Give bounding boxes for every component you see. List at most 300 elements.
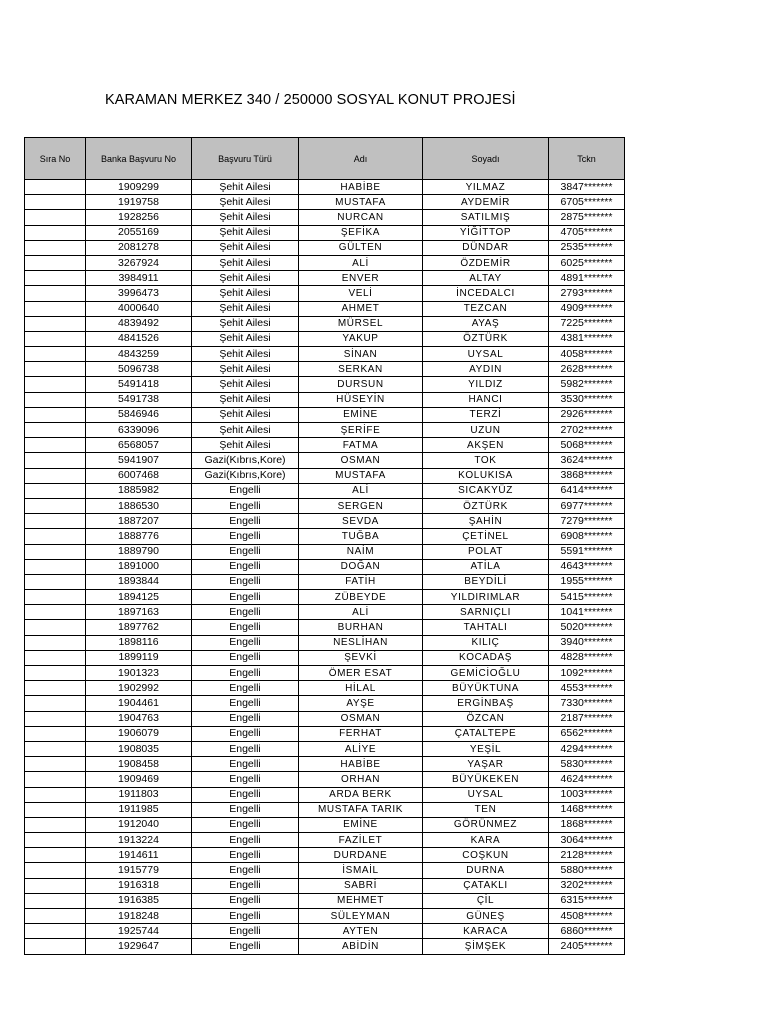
cell-basvuru-turu: Engelli — [192, 924, 299, 939]
table-row — [25, 772, 625, 787]
cell-banka-basvuru-no: 1912040 — [86, 817, 192, 832]
cell-tckn: 2405******* — [549, 939, 625, 954]
cell-banka-basvuru-no: 1897762 — [86, 620, 192, 635]
table-row — [25, 863, 625, 878]
cell-basvuru-turu: Engelli — [192, 483, 299, 498]
cell-sira-no — [25, 620, 86, 635]
cell-tckn: 6705******* — [549, 195, 625, 210]
cell-sira-no — [25, 453, 86, 468]
cell-soyadi: SARNIÇLI — [423, 605, 549, 620]
cell-basvuru-turu: Şehit Ailesi — [192, 423, 299, 438]
cell-adi: ALİ — [299, 255, 423, 270]
cell-sira-no — [25, 893, 86, 908]
cell-basvuru-turu: Şehit Ailesi — [192, 286, 299, 301]
page-title: KARAMAN MERKEZ 340 / 250000 SOSYAL KONUT PROJESİ — [105, 92, 516, 108]
cell-sira-no — [25, 407, 86, 422]
cell-sira-no — [25, 468, 86, 483]
cell-tckn: 2535******* — [549, 240, 625, 255]
cell-tckn: 1468******* — [549, 802, 625, 817]
cell-basvuru-turu: Engelli — [192, 863, 299, 878]
table-row — [25, 498, 625, 513]
cell-soyadi: SATILMIŞ — [423, 210, 549, 225]
cell-basvuru-turu: Engelli — [192, 711, 299, 726]
table-row — [25, 407, 625, 422]
cell-soyadi: GEMİCİOĞLU — [423, 666, 549, 681]
cell-adi: ENVER — [299, 271, 423, 286]
cell-sira-no — [25, 559, 86, 574]
cell-basvuru-turu: Şehit Ailesi — [192, 316, 299, 331]
cell-banka-basvuru-no: 1911985 — [86, 802, 192, 817]
cell-tckn: 4909******* — [549, 301, 625, 316]
cell-basvuru-turu: Şehit Ailesi — [192, 271, 299, 286]
cell-sira-no — [25, 544, 86, 559]
cell-soyadi: TERZİ — [423, 407, 549, 422]
cell-soyadi: KOCADAŞ — [423, 650, 549, 665]
table-row — [25, 483, 625, 498]
table-row — [25, 210, 625, 225]
cell-banka-basvuru-no: 1919758 — [86, 195, 192, 210]
cell-sira-no — [25, 650, 86, 665]
cell-sira-no — [25, 833, 86, 848]
cell-sira-no — [25, 802, 86, 817]
table-row — [25, 939, 625, 954]
cell-basvuru-turu: Engelli — [192, 787, 299, 802]
cell-banka-basvuru-no: 1913224 — [86, 833, 192, 848]
cell-tckn: 4828******* — [549, 650, 625, 665]
cell-tckn: 5830******* — [549, 757, 625, 772]
cell-banka-basvuru-no: 1928256 — [86, 210, 192, 225]
cell-sira-no — [25, 377, 86, 392]
cell-sira-no — [25, 711, 86, 726]
cell-sira-no — [25, 590, 86, 605]
cell-tckn: 6315******* — [549, 893, 625, 908]
cell-adi: DOĞAN — [299, 559, 423, 574]
cell-tckn: 1868******* — [549, 817, 625, 832]
cell-sira-no — [25, 605, 86, 620]
cell-basvuru-turu: Engelli — [192, 696, 299, 711]
cell-banka-basvuru-no: 1902992 — [86, 681, 192, 696]
column-header-banka-basvuru-no: Banka Başvuru No — [86, 138, 192, 180]
cell-banka-basvuru-no: 1886530 — [86, 498, 192, 513]
cell-basvuru-turu: Engelli — [192, 741, 299, 756]
cell-sira-no — [25, 878, 86, 893]
cell-soyadi: ÖZDEMİR — [423, 255, 549, 270]
table-row — [25, 316, 625, 331]
cell-tckn: 2875******* — [549, 210, 625, 225]
cell-banka-basvuru-no: 4000640 — [86, 301, 192, 316]
table-row — [25, 848, 625, 863]
table-row — [25, 271, 625, 286]
cell-banka-basvuru-no: 1916318 — [86, 878, 192, 893]
cell-soyadi: HANCI — [423, 392, 549, 407]
cell-banka-basvuru-no: 1887207 — [86, 514, 192, 529]
cell-soyadi: KARA — [423, 833, 549, 848]
cell-soyadi: TOK — [423, 453, 549, 468]
cell-soyadi: KILIÇ — [423, 635, 549, 650]
cell-adi: MUSTAFA — [299, 468, 423, 483]
cell-adi: ALİ — [299, 605, 423, 620]
table-body — [25, 180, 625, 955]
cell-sira-no — [25, 529, 86, 544]
cell-banka-basvuru-no: 1904763 — [86, 711, 192, 726]
cell-sira-no — [25, 347, 86, 362]
cell-banka-basvuru-no: 1888776 — [86, 529, 192, 544]
cell-sira-no — [25, 498, 86, 513]
cell-basvuru-turu: Şehit Ailesi — [192, 377, 299, 392]
cell-basvuru-turu: Gazi(Kıbrıs,Kore) — [192, 468, 299, 483]
table-row — [25, 514, 625, 529]
applicant-table — [24, 137, 625, 955]
cell-tckn: 3868******* — [549, 468, 625, 483]
cell-adi: OSMAN — [299, 453, 423, 468]
cell-adi: EMİNE — [299, 817, 423, 832]
cell-sira-no — [25, 787, 86, 802]
cell-sira-no — [25, 271, 86, 286]
cell-basvuru-turu: Şehit Ailesi — [192, 195, 299, 210]
cell-adi: MEHMET — [299, 893, 423, 908]
cell-soyadi: ÖZCAN — [423, 711, 549, 726]
cell-sira-no — [25, 741, 86, 756]
cell-sira-no — [25, 180, 86, 195]
table-header-row — [25, 138, 625, 180]
table-row — [25, 924, 625, 939]
cell-tckn: 2926******* — [549, 407, 625, 422]
column-header-sira-no: Sıra No — [25, 138, 86, 180]
cell-banka-basvuru-no: 1911803 — [86, 787, 192, 802]
cell-tckn: 4294******* — [549, 741, 625, 756]
cell-adi: ORHAN — [299, 772, 423, 787]
table-row — [25, 650, 625, 665]
cell-banka-basvuru-no: 1904461 — [86, 696, 192, 711]
cell-soyadi: YILDIZ — [423, 377, 549, 392]
table-row — [25, 180, 625, 195]
cell-banka-basvuru-no: 1901323 — [86, 666, 192, 681]
cell-basvuru-turu: Engelli — [192, 802, 299, 817]
cell-banka-basvuru-no: 5491738 — [86, 392, 192, 407]
cell-soyadi: ÇETİNEL — [423, 529, 549, 544]
cell-banka-basvuru-no: 4839492 — [86, 316, 192, 331]
cell-sira-no — [25, 909, 86, 924]
cell-sira-no — [25, 863, 86, 878]
cell-tckn: 3064******* — [549, 833, 625, 848]
cell-banka-basvuru-no: 1908035 — [86, 741, 192, 756]
table-row — [25, 377, 625, 392]
cell-soyadi: YEŞİL — [423, 741, 549, 756]
cell-basvuru-turu: Şehit Ailesi — [192, 210, 299, 225]
cell-sira-no — [25, 574, 86, 589]
cell-banka-basvuru-no: 6339096 — [86, 423, 192, 438]
cell-adi: HİLAL — [299, 681, 423, 696]
cell-sira-no — [25, 848, 86, 863]
cell-basvuru-turu: Şehit Ailesi — [192, 301, 299, 316]
cell-soyadi: ÖZTÜRK — [423, 331, 549, 346]
cell-tckn: 7330******* — [549, 696, 625, 711]
cell-sira-no — [25, 195, 86, 210]
table-row — [25, 681, 625, 696]
cell-tckn: 5982******* — [549, 377, 625, 392]
cell-basvuru-turu: Engelli — [192, 590, 299, 605]
table-row — [25, 255, 625, 270]
cell-sira-no — [25, 696, 86, 711]
cell-tckn: 4058******* — [549, 347, 625, 362]
cell-adi: HABİBE — [299, 757, 423, 772]
cell-sira-no — [25, 331, 86, 346]
table-row — [25, 529, 625, 544]
cell-banka-basvuru-no: 3267924 — [86, 255, 192, 270]
cell-basvuru-turu: Engelli — [192, 939, 299, 954]
cell-banka-basvuru-no: 1909469 — [86, 772, 192, 787]
cell-adi: GÜLTEN — [299, 240, 423, 255]
cell-tckn: 5020******* — [549, 620, 625, 635]
cell-banka-basvuru-no: 1906079 — [86, 726, 192, 741]
cell-adi: DURSUN — [299, 377, 423, 392]
table-row — [25, 833, 625, 848]
cell-tckn: 3847******* — [549, 180, 625, 195]
cell-adi: MÜRSEL — [299, 316, 423, 331]
table-row — [25, 726, 625, 741]
cell-adi: NAİM — [299, 544, 423, 559]
table-row — [25, 331, 625, 346]
cell-adi: HÜSEYİN — [299, 392, 423, 407]
cell-adi: VELİ — [299, 286, 423, 301]
cell-sira-no — [25, 514, 86, 529]
cell-soyadi: COŞKUN — [423, 848, 549, 863]
cell-adi: ABİDİN — [299, 939, 423, 954]
cell-tckn: 4381******* — [549, 331, 625, 346]
cell-basvuru-turu: Engelli — [192, 650, 299, 665]
table-row — [25, 605, 625, 620]
cell-soyadi: SICAKYÜZ — [423, 483, 549, 498]
cell-basvuru-turu: Engelli — [192, 559, 299, 574]
cell-soyadi: TEZCAN — [423, 301, 549, 316]
cell-adi: FATİH — [299, 574, 423, 589]
cell-banka-basvuru-no: 1916385 — [86, 893, 192, 908]
cell-tckn: 6562******* — [549, 726, 625, 741]
cell-banka-basvuru-no: 1915779 — [86, 863, 192, 878]
cell-banka-basvuru-no: 1898116 — [86, 635, 192, 650]
cell-sira-no — [25, 286, 86, 301]
cell-tckn: 6025******* — [549, 255, 625, 270]
column-header-tckn: Tckn — [549, 138, 625, 180]
column-header-adi: Adı — [299, 138, 423, 180]
cell-soyadi: YAŞAR — [423, 757, 549, 772]
cell-soyadi: ŞİMŞEK — [423, 939, 549, 954]
cell-soyadi: UZUN — [423, 423, 549, 438]
table-row — [25, 544, 625, 559]
cell-sira-no — [25, 483, 86, 498]
cell-tckn: 4643******* — [549, 559, 625, 574]
table-row — [25, 225, 625, 240]
cell-banka-basvuru-no: 6568057 — [86, 438, 192, 453]
cell-sira-no — [25, 666, 86, 681]
cell-tckn: 4891******* — [549, 271, 625, 286]
cell-basvuru-turu: Şehit Ailesi — [192, 255, 299, 270]
table-row — [25, 362, 625, 377]
cell-basvuru-turu: Engelli — [192, 726, 299, 741]
cell-banka-basvuru-no: 6007468 — [86, 468, 192, 483]
cell-sira-no — [25, 362, 86, 377]
cell-tckn: 5880******* — [549, 863, 625, 878]
cell-tckn: 3940******* — [549, 635, 625, 650]
cell-banka-basvuru-no: 1908458 — [86, 757, 192, 772]
cell-sira-no — [25, 423, 86, 438]
table-row — [25, 878, 625, 893]
cell-soyadi: POLAT — [423, 544, 549, 559]
cell-basvuru-turu: Engelli — [192, 605, 299, 620]
cell-tckn: 2793******* — [549, 286, 625, 301]
cell-soyadi: DURNA — [423, 863, 549, 878]
cell-basvuru-turu: Şehit Ailesi — [192, 362, 299, 377]
cell-basvuru-turu: Engelli — [192, 666, 299, 681]
cell-basvuru-turu: Engelli — [192, 529, 299, 544]
cell-adi: DURDANE — [299, 848, 423, 863]
cell-tckn: 6977******* — [549, 498, 625, 513]
table-row — [25, 286, 625, 301]
cell-tckn: 3202******* — [549, 878, 625, 893]
cell-basvuru-turu: Şehit Ailesi — [192, 225, 299, 240]
cell-adi: SERGEN — [299, 498, 423, 513]
cell-soyadi: ÇATALTEPE — [423, 726, 549, 741]
cell-soyadi: BÜYÜKEKEN — [423, 772, 549, 787]
cell-banka-basvuru-no: 4841526 — [86, 331, 192, 346]
cell-banka-basvuru-no: 1891000 — [86, 559, 192, 574]
cell-adi: SİNAN — [299, 347, 423, 362]
cell-tckn: 1092******* — [549, 666, 625, 681]
cell-adi: YAKUP — [299, 331, 423, 346]
cell-soyadi: BÜYÜKTUNA — [423, 681, 549, 696]
cell-tckn: 7225******* — [549, 316, 625, 331]
cell-tckn: 4508******* — [549, 909, 625, 924]
cell-adi: ARDA BERK — [299, 787, 423, 802]
table-row — [25, 757, 625, 772]
cell-basvuru-turu: Engelli — [192, 498, 299, 513]
cell-sira-no — [25, 924, 86, 939]
cell-tckn: 2128******* — [549, 848, 625, 863]
cell-banka-basvuru-no: 5846946 — [86, 407, 192, 422]
cell-sira-no — [25, 635, 86, 650]
cell-banka-basvuru-no: 1897163 — [86, 605, 192, 620]
cell-tckn: 6414******* — [549, 483, 625, 498]
cell-basvuru-turu: Engelli — [192, 772, 299, 787]
cell-banka-basvuru-no: 2055169 — [86, 225, 192, 240]
table-row — [25, 817, 625, 832]
cell-adi: FERHAT — [299, 726, 423, 741]
cell-soyadi: ERGİNBAŞ — [423, 696, 549, 711]
cell-adi: EMİNE — [299, 407, 423, 422]
cell-soyadi: YILDIRIMLAR — [423, 590, 549, 605]
cell-adi: FATMA — [299, 438, 423, 453]
table-row — [25, 240, 625, 255]
cell-basvuru-turu: Engelli — [192, 878, 299, 893]
cell-sira-no — [25, 438, 86, 453]
table-row — [25, 741, 625, 756]
cell-soyadi: İNCEDALCI — [423, 286, 549, 301]
table-row — [25, 392, 625, 407]
table-row — [25, 559, 625, 574]
cell-adi: AYŞE — [299, 696, 423, 711]
cell-adi: ALİ — [299, 483, 423, 498]
cell-soyadi: TAHTALI — [423, 620, 549, 635]
cell-adi: OSMAN — [299, 711, 423, 726]
table-row — [25, 909, 625, 924]
cell-sira-no — [25, 817, 86, 832]
cell-adi: SEVDA — [299, 514, 423, 529]
cell-tckn: 4553******* — [549, 681, 625, 696]
cell-tckn: 5591******* — [549, 544, 625, 559]
cell-adi: SÜLEYMAN — [299, 909, 423, 924]
cell-banka-basvuru-no: 1914611 — [86, 848, 192, 863]
cell-soyadi: TEN — [423, 802, 549, 817]
cell-basvuru-turu: Engelli — [192, 681, 299, 696]
cell-soyadi: ÖZTÜRK — [423, 498, 549, 513]
cell-basvuru-turu: Şehit Ailesi — [192, 180, 299, 195]
column-header-soyadi: Soyadı — [423, 138, 549, 180]
cell-adi: NURCAN — [299, 210, 423, 225]
cell-sira-no — [25, 681, 86, 696]
cell-sira-no — [25, 316, 86, 331]
cell-tckn: 4624******* — [549, 772, 625, 787]
cell-soyadi: GÖRÜNMEZ — [423, 817, 549, 832]
cell-basvuru-turu: Engelli — [192, 909, 299, 924]
cell-banka-basvuru-no: 2081278 — [86, 240, 192, 255]
cell-tckn: 2187******* — [549, 711, 625, 726]
cell-basvuru-turu: Engelli — [192, 635, 299, 650]
table-row — [25, 620, 625, 635]
table-row — [25, 453, 625, 468]
cell-soyadi: AYAŞ — [423, 316, 549, 331]
cell-tckn: 7279******* — [549, 514, 625, 529]
cell-sira-no — [25, 210, 86, 225]
cell-adi: ŞEVKİ — [299, 650, 423, 665]
cell-basvuru-turu: Şehit Ailesi — [192, 331, 299, 346]
cell-banka-basvuru-no: 5491418 — [86, 377, 192, 392]
cell-soyadi: ÇİL — [423, 893, 549, 908]
table-row — [25, 696, 625, 711]
cell-tckn: 3530******* — [549, 392, 625, 407]
cell-basvuru-turu: Engelli — [192, 544, 299, 559]
cell-adi: SERKAN — [299, 362, 423, 377]
cell-banka-basvuru-no: 1929647 — [86, 939, 192, 954]
cell-banka-basvuru-no: 1918248 — [86, 909, 192, 924]
cell-soyadi: KOLUKISA — [423, 468, 549, 483]
cell-tckn: 1041******* — [549, 605, 625, 620]
table-row — [25, 301, 625, 316]
cell-banka-basvuru-no: 5941907 — [86, 453, 192, 468]
cell-banka-basvuru-no: 1925744 — [86, 924, 192, 939]
table-row — [25, 438, 625, 453]
table-row — [25, 666, 625, 681]
cell-tckn: 3624******* — [549, 453, 625, 468]
cell-sira-no — [25, 757, 86, 772]
cell-soyadi: BEYDİLİ — [423, 574, 549, 589]
cell-banka-basvuru-no: 1909299 — [86, 180, 192, 195]
cell-basvuru-turu: Engelli — [192, 893, 299, 908]
cell-adi: NESLİHAN — [299, 635, 423, 650]
cell-tckn: 2702******* — [549, 423, 625, 438]
cell-basvuru-turu: Engelli — [192, 757, 299, 772]
cell-banka-basvuru-no: 4843259 — [86, 347, 192, 362]
table-row — [25, 423, 625, 438]
cell-adi: ŞERİFE — [299, 423, 423, 438]
cell-sira-no — [25, 772, 86, 787]
cell-basvuru-turu: Şehit Ailesi — [192, 392, 299, 407]
cell-tckn: 4705******* — [549, 225, 625, 240]
cell-soyadi: YILMAZ — [423, 180, 549, 195]
cell-sira-no — [25, 240, 86, 255]
cell-sira-no — [25, 301, 86, 316]
cell-adi: ALİYE — [299, 741, 423, 756]
cell-soyadi: YİĞİTTOP — [423, 225, 549, 240]
